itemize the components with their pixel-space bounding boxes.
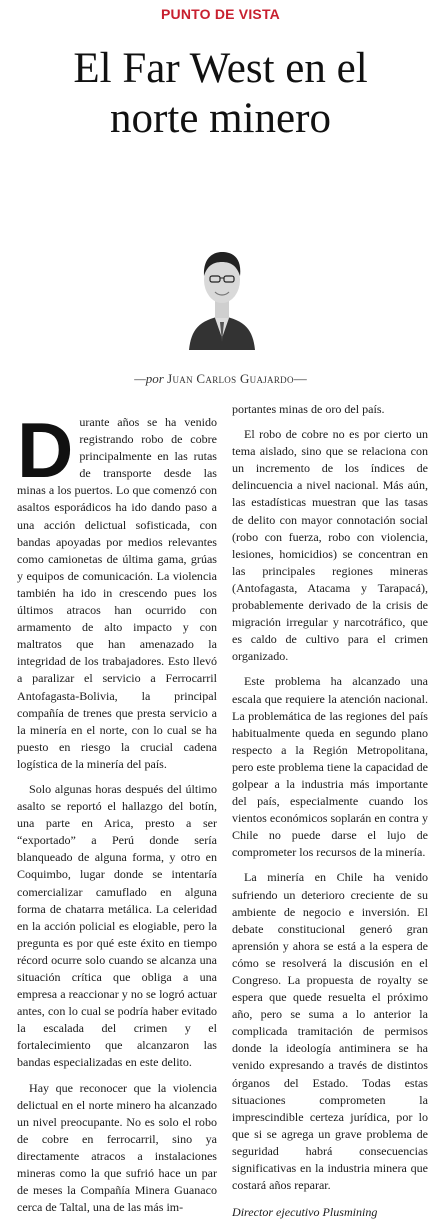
headline: [0, 44, 441, 144]
article-column-left: [17, 406, 217, 1224]
byline: [0, 371, 441, 387]
paragraph-1-text: urante años se ha venido registrando robo de cobre principalmente en las rutas de transporte desde las minas a los puertos. Lo que comenzó con asaltos esporádicos ha ido dando paso a una acción delictual sofisticada, con bandas apoyadas por medios relevantes como camionetas de última gama, grúas y equipos de comunicación. La violencia también ha ido in crescendo pues los últimos atracos han ocurrido con armamento de alto impacto y con maltratos que han amenazado la integridad de los trabajadores. Esto llevó a paralizar el servicio a Ferrocarril Antofagasta-Bolivia, la principal compañía de trenes que presta servicio a la minería en el norte, con lo cual se ha puesto en riesgo la crucial cadena logística de la minería del país.: [17, 415, 217, 771]
author-portrait: [185, 238, 259, 350]
paragraph-3-continued: portantes minas de oro del país.: [232, 402, 385, 416]
paragraph-1: [17, 406, 217, 773]
paragraph-2: Solo algunas horas después del último asalto se reportó el hallazgo del botín, una parte en Arica, presto a ser “exportado” a Perú donde sería blanqueado de alguna forma, y otro en Coquimbo, lugar donde se intentaría comercializar camuflado en alguna forma de chatarra metálica. La celeridad en la acción policial es elogiable, pero la pregunta es por qué este éxito en tiempo récord ocurre solo cuando se alcanza una situación crítica que obliga a una empresa a reaccionar y no se logró actuar antes, con lo cual se podría haber evitado la escalada del crimen y el fortalecimiento que alcanzaron las bandas especializadas en este delito.: [17, 781, 217, 1070]
byline-prefix: —por: [134, 371, 164, 386]
paragraph-6: La minería en Chile ha venido sufriendo un deterioro creciente de su ambiente de negocio e inversión. El debate constitucional generó gran aprensión y ahora se está a la espera de cómo se resolverá la discusión en el Congreso. La propuesta de royalty se espera que quede resuelta el próximo año, pero se suma a lo anterior la complicada tramitación de permisos donde la ideología antiminera se ha venido expresando a través de distintos órganos del Estado. Todas estas situaciones comprometen la imprescindible certeza jurídica, por lo que si se agrega un grave problema de seguridad habrá consecuencias significativas en la industria minera que costará años reparar.: [232, 870, 428, 1193]
author-signature: Director ejecutivo Plusmining: [232, 1205, 378, 1220]
author-name: Juan Carlos Guajardo: [167, 371, 294, 386]
drop-cap: D: [17, 406, 74, 494]
paragraph-3: Hay que reconocer que la violencia delictual en el norte minero ha alcanzado un nivel preocupante. No es solo el robo de cobre en ferrocarril, sino ya directamente atracos a instalaciones mineras como la que sufrió hace un par de meses la Compañía Minera Guanaco cerca de Taltal, una de las más im-: [17, 1080, 217, 1215]
section-label: PUNTO DE VISTA: [161, 6, 280, 22]
paragraph-4: El robo de cobre no es por cierto un tema aislado, sino que se relaciona con un incremento de los índices de delincuencia a nivel nacional. Más aún, las estadísticas muestran que las tasas de delito con mayor connotación social (robo con fuerza, robo con violencia, lesiones, homicidios) se concentran en las principales regiones mineras (Antofagasta, Atacama y Tarapacá), probablemente derivado de la crisis de migración irregular y narcotráfico, que es caldo de cultivo para el crimen organizado.: [232, 427, 428, 664]
headline-line-1: El Far West en el: [73, 45, 368, 92]
byline-suffix: —: [293, 371, 307, 386]
headline-line-2: norte minero: [110, 95, 331, 142]
paragraph-5: Este problema ha alcanzado una escala que requiere la atención nacional. La problemática de las regiones del país habitualmente queda en segundo plano respecto a la Región Metropolitana, pero este problema tiene la capacidad de golpear a la industria más importante del país, especialmente cuando los vientos económicos soplarán en contra y Chile no puede darse el lujo de comprometer los recursos de la minería.: [232, 674, 428, 860]
article-column-right: [232, 401, 428, 1229]
